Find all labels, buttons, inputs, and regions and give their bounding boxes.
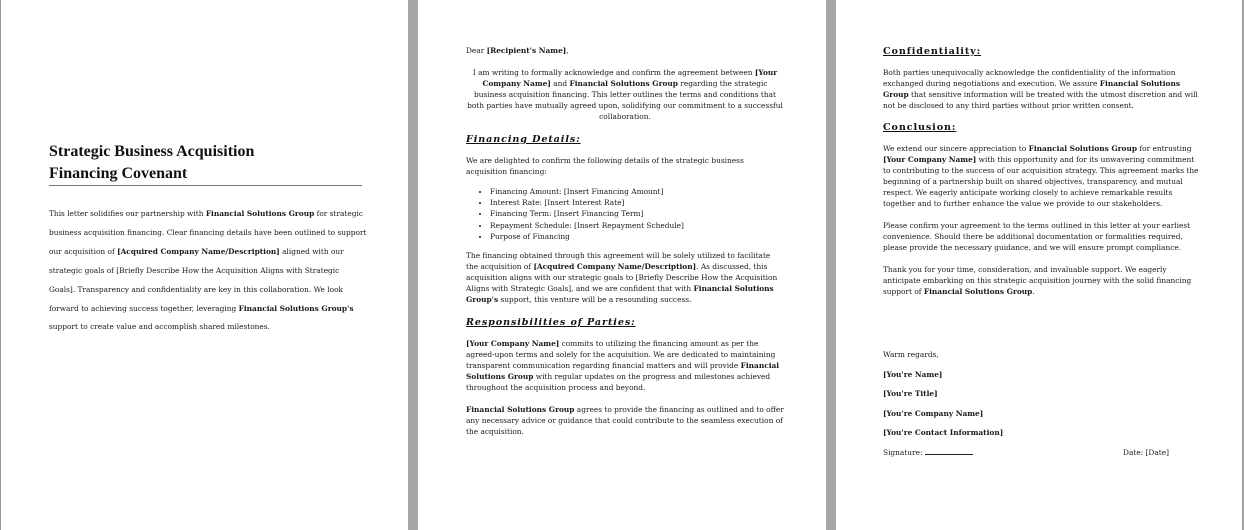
conf-text-1: Both parties unequivocally acknowledge the confidentiality of the information exchanged during negotiations and execution. We assure (883, 68, 1176, 88)
intro-text-4: support to create value and accomplish shared milestones. (49, 322, 270, 332)
financing-detail-item: • Repayment Schedule: [Insert Repayment Schedule] (490, 220, 784, 231)
conf-bold-1: Financial Solutions Group (883, 79, 1180, 99)
opening-bold-1: [Your Company Name] (482, 68, 778, 88)
opening-text-3: regarding the strategic business acquisition financing. This letter outlines the terms and conditions that both parties have mutually agreed upon, solidifying our commitment to a successful collaboration. (467, 79, 783, 121)
financing-text-2: . As discussed, this acquisition aligns with our strategic goals to [Briefly Describe How the Acquisition Aligns with Strategic Goals], and we are confident that with (466, 262, 778, 294)
resp1-bold-2: Financial Solutions Group (466, 361, 780, 382)
financing-bold-1: [Acquired Company Name/Description] (533, 262, 697, 272)
resp1-bold-1: [Your Company Name] (466, 339, 560, 349)
conclusion-paragraph-2: Please confirm your agreement to the terms outlined in this letter at your earliest convenience. Should there be additional documentation or formalities required, please provide the necessary guidance, and we will ensure prompt compliance. (883, 221, 1191, 252)
resp2-text-1: agrees to provide the financing as outlined and to offer any necessary advice or guidance that could contribute to the seamless execution of the acquisition. (466, 405, 784, 437)
concl3-text-1: Thank you for your time, consideration, and invaluable support. We eagerly anticipate embarking on this strategic acquisition journey with the solid financing support of (883, 265, 1192, 296)
financing-detail-item: • Interest Rate: [Insert Interest Rate] (490, 197, 784, 208)
responsibilities-paragraph-2 (466, 404, 784, 437)
document-page-2 (418, 0, 826, 530)
concl1-text-3: with this opportunity and for its unwavering commitment to contributing to the success of our acquisition strategy. This agreement marks the beginning of a partnership built on shared objectives, transparency, and mutual respect. We eagerly anticipate working closely to achieve remarkable results together and to further enhance the value we provide to our stakeholders. (883, 155, 1199, 208)
signatory-name (883, 369, 1201, 380)
intro-text-3: aligned with our strategic goals of [Briefly Describe How the Acquisition Aligns with Strategic Goals]. Transparency and confidentiality are key in this collaboration. We look forward to achieving success together, leveraging (49, 246, 344, 313)
intro-text-2: for strategic business acquisition financing. Clear financing details have been outlined to support our acquisition of (49, 209, 367, 256)
confidentiality-heading: Confidentiality: (883, 46, 982, 57)
financing-details-list (466, 186, 784, 242)
financing-detail-item: • Purpose of Financing (490, 231, 784, 242)
closing: Warm regards, (883, 350, 939, 359)
confidentiality-paragraph (883, 67, 1201, 111)
signatory-company-text: [You're Company Name] (883, 408, 984, 418)
title-line-2: Financing Covenant (49, 165, 188, 182)
intro-bold-3: Financial Solutions Group's (238, 303, 354, 313)
financing-details-heading: Financing Details: (466, 134, 581, 145)
intro-bold-2: [Acquired Company Name/Description] (117, 246, 280, 256)
signature-blank-line (925, 447, 973, 455)
financing-detail-item: • Financing Term: [Insert Financing Term] (490, 208, 784, 219)
page-2-content (466, 45, 784, 437)
concl3-text-2: . (1032, 287, 1035, 296)
signatory-company (883, 408, 1201, 419)
intro-bold-1: Financial Solutions Group (205, 209, 315, 218)
signature-date-line (883, 447, 1169, 458)
signatory-contact-text: [You're Contact Information] (883, 428, 1004, 438)
conclusion-paragraph-3 (883, 264, 1201, 297)
intro-paragraph (49, 205, 367, 337)
signatory-name-text: [You're Name] (883, 369, 943, 379)
financing-bold-2: Financial Solutions Group's (466, 284, 774, 305)
responsibilities-paragraph-1 (466, 338, 784, 393)
page-3-content (883, 46, 1201, 458)
recipient-name-placeholder: [Recipient's Name] (486, 46, 567, 55)
title-line-1: Strategic Business Acquisition (49, 143, 255, 160)
title-divider (49, 185, 362, 186)
document-page-1 (0, 0, 408, 530)
salutation-pre: Dear (466, 46, 487, 55)
financing-detail-item: • Financing Amount: [Insert Financing Amount] (490, 186, 784, 197)
date-field: Date: [Date] (1123, 447, 1169, 457)
responsibilities-heading: Responsibilities of Parties: (466, 317, 636, 329)
conclusion-heading: Conclusion: (883, 122, 957, 133)
opening-bold-2: Financial Solutions Group (569, 79, 678, 88)
resp1-text-1: commits to utilizing the financing amount as per the agreed-upon terms and solely for the acquisition. We are dedicated to maintaining transparent communication regarding financial matters and will provide (466, 339, 776, 371)
concl3-bold-1: Financial Solutions Group (923, 287, 1033, 296)
signature-label: Signature: (883, 447, 925, 457)
signatory-title-text: [You're Title] (883, 389, 938, 399)
document-title (49, 141, 369, 185)
intro-text-1: This letter solidifies our partnership with (49, 209, 206, 218)
concl1-text-1: We extend our sincere appreciation to (883, 144, 1029, 153)
salutation (466, 45, 784, 56)
signatory-title (883, 388, 1201, 399)
concl1-bold-2: [Your Company Name] (883, 155, 977, 164)
signature-field (883, 447, 973, 458)
concl1-bold-1: Financial Solutions Group (1028, 144, 1138, 153)
resp2-bold-1: Financial Solutions Group (466, 405, 575, 415)
concl1-text-2: for entrusting (1137, 144, 1192, 153)
opening-text-1: I am writing to formally acknowledge and confirm the agreement between (472, 68, 755, 77)
conf-text-2: that sensitive information will be treated with the utmost discretion and will not be disclosed to any third parties without prior written consent. (883, 90, 1198, 110)
document-page-3 (836, 0, 1243, 530)
resp1-text-2: with regular updates on the progress and milestones achieved throughout the acquisition process and beyond. (466, 372, 771, 393)
financing-text-3: support, this venture will be a resounding success. (498, 295, 692, 305)
conclusion-paragraph-1 (883, 143, 1201, 209)
opening-paragraph (466, 67, 784, 122)
opening-text-2: and (550, 79, 570, 88)
financing-text-1: The financing obtained through this agreement will be solely utilized to facilitate the acquisition of (466, 251, 771, 272)
financing-intro: We are delighted to confirm the following details of the strategic business acquisition financing: (466, 156, 744, 176)
salutation-post: , (566, 46, 569, 55)
signatory-contact (883, 427, 1201, 438)
financing-paragraph (466, 250, 784, 305)
